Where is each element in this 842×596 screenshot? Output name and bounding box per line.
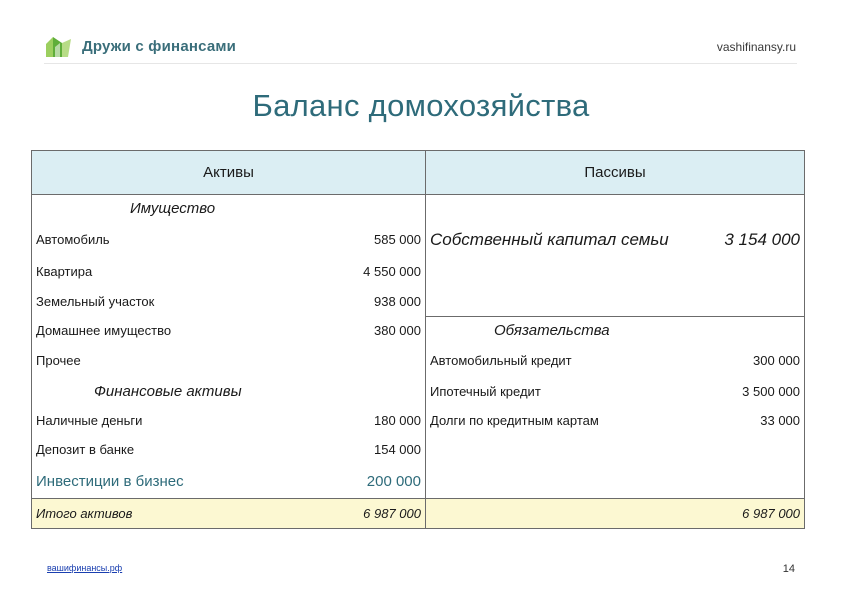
obligations-heading: Обязательства [494, 322, 610, 340]
liability-value: 3 500 000 [716, 377, 805, 407]
liability-value: 300 000 [716, 345, 805, 377]
asset-label: Земельный участок [32, 287, 282, 317]
property-heading: Имущество [32, 195, 282, 223]
asset-value: 154 000 [282, 435, 426, 465]
table-row [32, 317, 805, 345]
table-row [32, 407, 805, 435]
table-row [32, 223, 805, 257]
asset-label: Домашнее имущество [32, 317, 282, 345]
page-title: Баланс домохозяйства [252, 88, 590, 123]
total-row [32, 499, 805, 529]
liability-label: Долги по кредитным картам [430, 413, 599, 428]
table-row [32, 377, 805, 407]
financial-heading: Финансовые активы [32, 377, 282, 407]
equity-label: Собственный капитал семьи [430, 229, 669, 249]
table-row [32, 257, 805, 287]
liability-label: Автомобильный кредит [430, 353, 572, 368]
asset-value [282, 345, 426, 377]
asset-label: Инвестиции в бизнес [32, 465, 282, 499]
footer-link[interactable]: вашифинансы.рф [47, 563, 123, 573]
header-divider [44, 63, 797, 64]
total-assets-value: 6 987 000 [282, 499, 426, 529]
asset-label: Депозит в банке [32, 435, 282, 465]
page-number: 14 [782, 563, 795, 575]
table-row [32, 287, 805, 317]
asset-label: Автомобиль [32, 223, 282, 257]
total-liabilities-value: 6 987 000 [716, 499, 805, 529]
liabilities-header: Пассивы [426, 151, 805, 195]
asset-value: 4 550 000 [282, 257, 426, 287]
table-row [32, 465, 805, 499]
table-row [32, 195, 805, 223]
logo[interactable] [44, 33, 236, 59]
asset-label: Прочее [32, 345, 282, 377]
table-row [32, 345, 805, 377]
liability-label: Ипотечный кредит [430, 384, 541, 399]
table-header-row [32, 151, 805, 195]
assets-header: Активы [32, 151, 426, 195]
asset-value: 200 000 [282, 465, 426, 499]
equity-value: 3 154 000 [716, 223, 805, 257]
site-url[interactable]: vashifinansy.ru [716, 40, 796, 54]
total-label: Итого активов [32, 499, 282, 529]
liability-value: 33 000 [716, 407, 805, 435]
green-house-leaf-icon [44, 33, 74, 59]
asset-label: Наличные деньги [32, 407, 282, 435]
asset-value: 380 000 [282, 317, 426, 345]
balance-table [31, 150, 805, 529]
asset-label: Квартира [32, 257, 282, 287]
asset-value: 180 000 [282, 407, 426, 435]
logo-text: Дружи с финансами [82, 37, 237, 55]
asset-value: 938 000 [282, 287, 426, 317]
asset-value: 585 000 [282, 223, 426, 257]
table-row [32, 435, 805, 465]
